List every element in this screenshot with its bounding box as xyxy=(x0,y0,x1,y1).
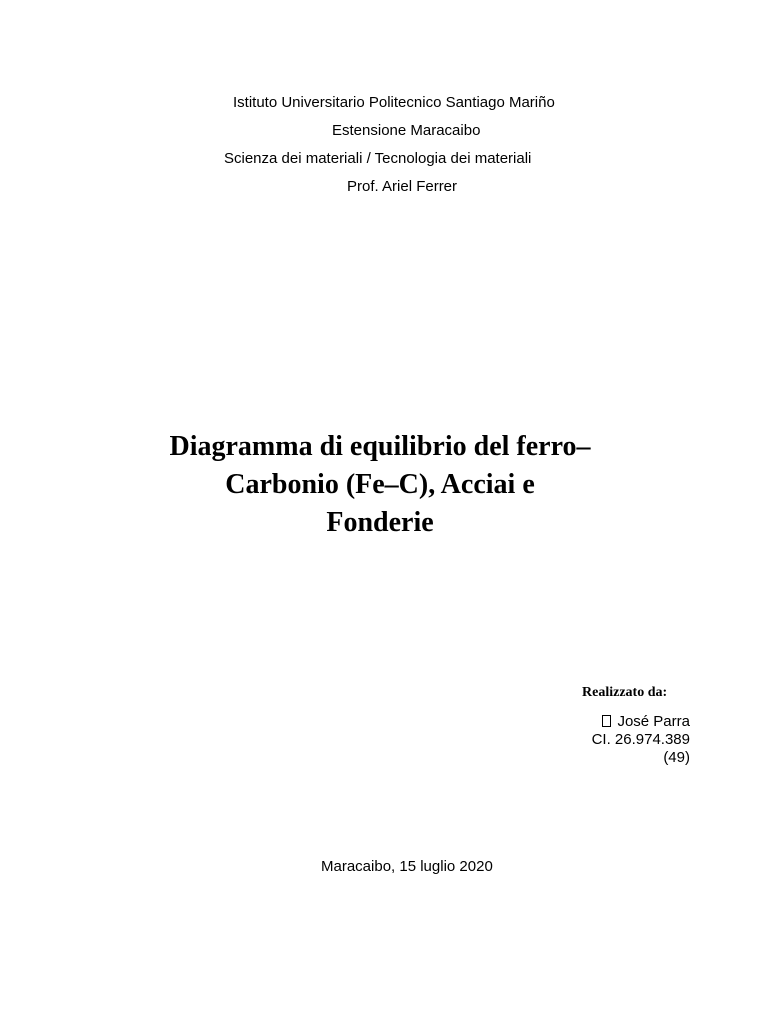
author-label: Realizzato da: xyxy=(582,685,668,700)
title-line-2: Carbonio (Fe–C), Acciai e xyxy=(225,469,535,500)
title-line-1: Diagramma di equilibrio del ferro– xyxy=(169,431,591,462)
document-title xyxy=(120,428,640,542)
extension-name: Estensione Maracaibo xyxy=(332,122,481,139)
author-number: (49) xyxy=(663,749,690,766)
place-date: Maracaibo, 15 luglio 2020 xyxy=(321,858,493,875)
institute-name: Istituto Universitario Politecnico Santiago Mariño xyxy=(233,94,555,111)
professor-name: Prof. Ariel Ferrer xyxy=(347,178,458,195)
author-id: CI. 26.974.389 xyxy=(591,731,690,748)
author-name: José Parra xyxy=(617,713,690,730)
course-name: Scienza dei materiali / Tecnologia dei materiali xyxy=(224,150,532,167)
title-line-3: Fonderie xyxy=(326,507,434,538)
author-name-row xyxy=(602,713,690,731)
box-bullet-icon xyxy=(602,715,611,727)
